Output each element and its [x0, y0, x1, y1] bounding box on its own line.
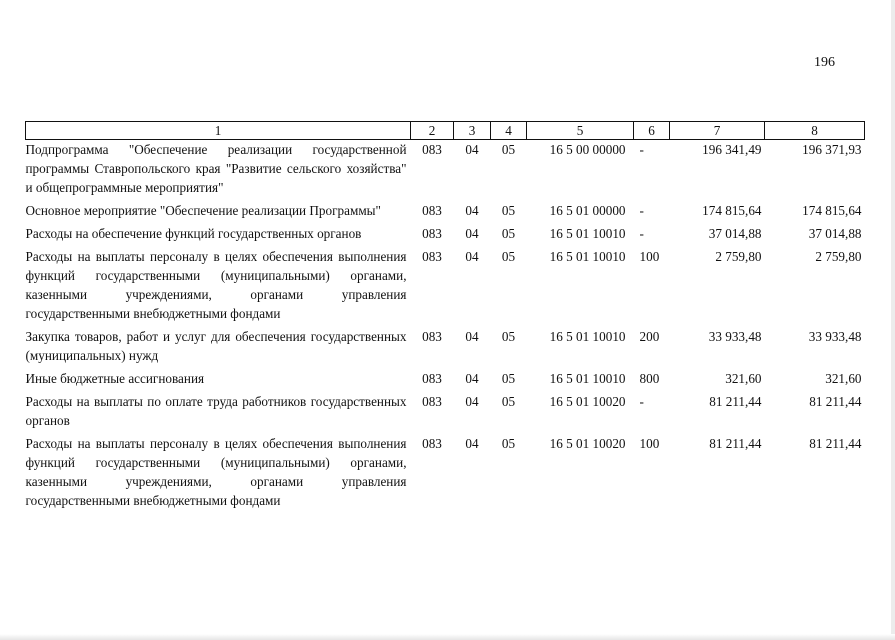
table-body — [26, 140, 865, 515]
ministry-code: 083 — [422, 436, 442, 451]
header-row — [26, 122, 865, 140]
scan-bottom-edge — [0, 634, 895, 640]
section-code: 04 — [465, 371, 479, 386]
column-header-5: 5 — [527, 122, 634, 140]
ministry-code: 083 — [422, 394, 442, 409]
subsection-code: 05 — [501, 394, 516, 409]
section-code: 04 — [465, 436, 479, 451]
target-article-code: 16 5 01 10020 — [549, 394, 626, 409]
target-article-code: 16 5 01 10010 — [549, 226, 626, 241]
expense-type-code: 100 — [639, 436, 660, 451]
subsection-code: 05 — [501, 436, 516, 451]
subsection-code: 05 — [501, 203, 516, 218]
expense-type-code: - — [639, 203, 644, 218]
section-code: 04 — [465, 249, 479, 264]
target-article-code: 16 5 01 10010 — [549, 249, 626, 264]
amount-col7: 321,60 — [725, 371, 762, 386]
ministry-code: 083 — [422, 203, 442, 218]
ministry-code: 083 — [422, 371, 442, 386]
subsection-code: 05 — [501, 226, 516, 241]
expense-type-code: 100 — [639, 249, 660, 264]
target-article-code: 16 5 00 00000 — [549, 142, 626, 157]
amount-col8: 321,60 — [825, 371, 862, 386]
row-name: Расходы на обеспечение функций государственных органов — [25, 226, 362, 241]
section-code: 04 — [465, 329, 479, 344]
page-number: 196 — [814, 55, 835, 70]
ministry-code: 083 — [422, 226, 442, 241]
amount-col7: 196 341,49 — [702, 142, 762, 157]
amount-col7: 37 014,88 — [708, 226, 762, 241]
ministry-code: 083 — [422, 249, 442, 264]
column-header-7: 7 — [670, 122, 765, 140]
amount-col8: 2 759,80 — [815, 249, 862, 264]
subsection-code: 05 — [501, 371, 516, 386]
target-article-code: 16 5 01 10010 — [549, 329, 626, 344]
expense-type-code: - — [639, 142, 644, 157]
table-row — [26, 247, 865, 327]
expense-type-code: 200 — [639, 329, 660, 344]
section-code: 04 — [465, 394, 479, 409]
amount-col8: 81 211,44 — [809, 394, 862, 409]
target-article-code: 16 5 01 00000 — [549, 203, 626, 218]
row-name: Подпрограмма "Обеспечение реализации государственной программы Ставропольского края "Развитие сельского хозяйства" и общепрограммные мероприятия" — [25, 142, 407, 195]
expense-type-code: 800 — [639, 371, 660, 386]
table-row — [26, 201, 865, 224]
scan-right-edge — [891, 0, 895, 640]
row-name: Расходы на выплаты по оплате труда работников государственных органов — [25, 394, 407, 428]
amount-col7: 2 759,80 — [715, 249, 762, 264]
amount-col8: 174 815,64 — [802, 203, 862, 218]
row-name: Иные бюджетные ассигнования — [25, 371, 205, 386]
column-header-6: 6 — [634, 122, 670, 140]
column-header-8: 8 — [765, 122, 865, 140]
amount-col8: 37 014,88 — [808, 226, 862, 241]
table-row — [26, 140, 865, 202]
amount-col7: 33 933,48 — [708, 329, 762, 344]
table-row — [26, 434, 865, 514]
column-header-3: 3 — [454, 122, 491, 140]
ministry-code: 083 — [422, 329, 442, 344]
subsection-code: 05 — [501, 329, 516, 344]
amount-col7: 174 815,64 — [702, 203, 762, 218]
table-row — [26, 327, 865, 369]
amount-col7: 81 211,44 — [709, 436, 762, 451]
subsection-code: 05 — [501, 142, 516, 157]
row-name: Расходы на выплаты персоналу в целях обеспечения выполнения функций государственными (муниципальными) органами, казенными учреждениями, органами управления государственными внебюджетными фондами — [25, 249, 407, 321]
expense-type-code: - — [639, 226, 644, 241]
amount-col8: 33 933,48 — [808, 329, 862, 344]
amount-col8: 81 211,44 — [809, 436, 862, 451]
row-name: Основное мероприятие "Обеспечение реализации Программы" — [25, 203, 381, 218]
row-name: Закупка товаров, работ и услуг для обеспечения государственных (муниципальных) нужд — [25, 329, 407, 363]
column-header-4: 4 — [491, 122, 527, 140]
section-code: 04 — [465, 226, 479, 241]
amount-col7: 81 211,44 — [709, 394, 762, 409]
section-code: 04 — [465, 142, 479, 157]
section-code: 04 — [465, 203, 479, 218]
target-article-code: 16 5 01 10020 — [549, 436, 626, 451]
table-header — [26, 122, 865, 140]
table-row — [26, 392, 865, 434]
table-row — [26, 224, 865, 247]
subsection-code: 05 — [501, 249, 516, 264]
column-header-2: 2 — [411, 122, 454, 140]
row-name: Расходы на выплаты персоналу в целях обеспечения выполнения функций государственными (муниципальными) органами, казенными учреждениями, органами управления государственными внебюджетными фондами — [25, 436, 407, 508]
table-row — [26, 369, 865, 392]
expense-type-code: - — [639, 394, 644, 409]
ministry-code: 083 — [422, 142, 442, 157]
amount-col8: 196 371,93 — [802, 142, 862, 157]
column-header-1: 1 — [26, 122, 411, 140]
budget-table — [25, 121, 865, 514]
target-article-code: 16 5 01 10010 — [549, 371, 626, 386]
